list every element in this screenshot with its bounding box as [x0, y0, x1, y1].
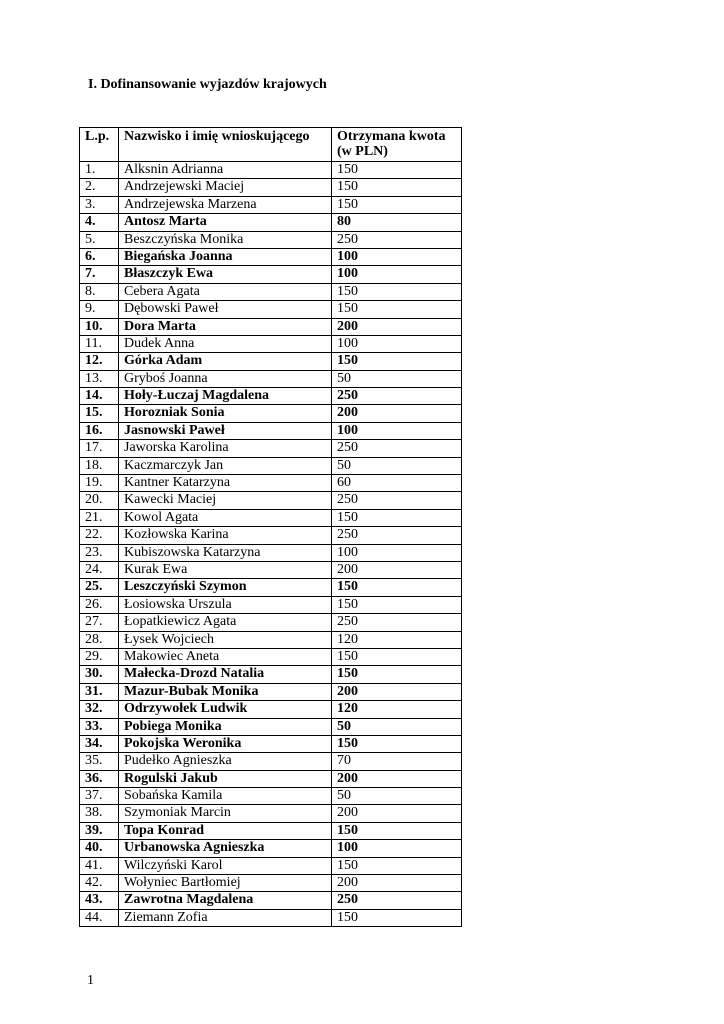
cell-amount: 200 — [332, 318, 462, 335]
cell-amount: 150 — [332, 666, 462, 683]
cell-name: Mazur-Bubak Monika — [119, 683, 332, 700]
cell-lp: 18. — [80, 457, 119, 474]
table-row — [80, 631, 462, 648]
cell-name: Odrzywołek Ludwik — [119, 701, 332, 718]
cell-amount: 250 — [332, 492, 462, 509]
cell-amount: 120 — [332, 631, 462, 648]
cell-name: Dudek Anna — [119, 335, 332, 352]
table-row — [80, 214, 462, 231]
table-row — [80, 179, 462, 196]
cell-name: Małecka-Drozd Natalia — [119, 666, 332, 683]
cell-name: Pudełko Agnieszka — [119, 753, 332, 770]
table-row — [80, 596, 462, 613]
cell-name: Kaczmarczyk Jan — [119, 457, 332, 474]
cell-amount: 100 — [332, 544, 462, 561]
cell-amount: 150 — [332, 283, 462, 300]
table-row — [80, 492, 462, 509]
cell-amount: 100 — [332, 422, 462, 439]
cell-amount: 150 — [332, 596, 462, 613]
cell-lp: 13. — [80, 370, 119, 387]
cell-name: Andrzejewska Marzena — [119, 196, 332, 213]
cell-lp: 36. — [80, 770, 119, 787]
cell-lp: 15. — [80, 405, 119, 422]
cell-name: Szymoniak Marcin — [119, 805, 332, 822]
cell-lp: 6. — [80, 248, 119, 265]
cell-amount: 250 — [332, 527, 462, 544]
table-row — [80, 318, 462, 335]
cell-lp: 23. — [80, 544, 119, 561]
table-row — [80, 753, 462, 770]
cell-amount: 150 — [332, 509, 462, 526]
cell-name: Ziemann Zofia — [119, 909, 332, 926]
cell-lp: 28. — [80, 631, 119, 648]
cell-name: Zawrotna Magdalena — [119, 892, 332, 909]
table-row — [80, 614, 462, 631]
cell-name: Łopatkiewicz Agata — [119, 614, 332, 631]
cell-lp: 40. — [80, 840, 119, 857]
cell-name: Wilczyński Karol — [119, 857, 332, 874]
cell-amount: 150 — [332, 353, 462, 370]
table-row — [80, 162, 462, 179]
section-heading: I. Dofinansowanie wyjazdów krajowych — [88, 77, 327, 92]
cell-amount: 60 — [332, 475, 462, 492]
cell-lp: 35. — [80, 753, 119, 770]
cell-lp: 43. — [80, 892, 119, 909]
cell-lp: 41. — [80, 857, 119, 874]
cell-amount: 250 — [332, 231, 462, 248]
table-row — [80, 822, 462, 839]
cell-amount: 150 — [332, 179, 462, 196]
table-row — [80, 909, 462, 926]
cell-lp: 24. — [80, 561, 119, 578]
table-row — [80, 666, 462, 683]
cell-amount: 200 — [332, 875, 462, 892]
page-number: 1 — [87, 973, 94, 988]
cell-lp: 34. — [80, 735, 119, 752]
cell-amount: 150 — [332, 648, 462, 665]
cell-name: Kawecki Maciej — [119, 492, 332, 509]
cell-amount: 80 — [332, 214, 462, 231]
cell-lp: 31. — [80, 683, 119, 700]
cell-name: Kantner Katarzyna — [119, 475, 332, 492]
table-row — [80, 196, 462, 213]
cell-amount: 50 — [332, 370, 462, 387]
cell-lp: 11. — [80, 335, 119, 352]
cell-name: Antosz Marta — [119, 214, 332, 231]
table-row — [80, 283, 462, 300]
cell-lp: 10. — [80, 318, 119, 335]
cell-name: Hoły-Łuczaj Magdalena — [119, 388, 332, 405]
table-row — [80, 301, 462, 318]
header-amount-line1: Otrzymana kwota — [337, 129, 446, 144]
table-row — [80, 335, 462, 352]
table-row — [80, 875, 462, 892]
cell-name: Horozniak Sonia — [119, 405, 332, 422]
table-row — [80, 805, 462, 822]
cell-lp: 42. — [80, 875, 119, 892]
cell-name: Rogulski Jakub — [119, 770, 332, 787]
cell-amount: 100 — [332, 840, 462, 857]
cell-amount: 200 — [332, 683, 462, 700]
cell-lp: 3. — [80, 196, 119, 213]
header-lp: L.p. — [80, 128, 119, 162]
cell-amount: 200 — [332, 561, 462, 578]
cell-name: Łysek Wojciech — [119, 631, 332, 648]
table-row — [80, 735, 462, 752]
cell-name: Beszczyńska Monika — [119, 231, 332, 248]
cell-amount: 120 — [332, 701, 462, 718]
cell-lp: 8. — [80, 283, 119, 300]
table-row — [80, 544, 462, 561]
cell-name: Kurak Ewa — [119, 561, 332, 578]
cell-name: Topa Konrad — [119, 822, 332, 839]
cell-name: Andrzejewski Maciej — [119, 179, 332, 196]
cell-name: Jasnowski Paweł — [119, 422, 332, 439]
cell-amount: 150 — [332, 822, 462, 839]
grants-table — [79, 127, 462, 927]
cell-name: Kowol Agata — [119, 509, 332, 526]
table-row — [80, 683, 462, 700]
table-row — [80, 788, 462, 805]
cell-amount: 100 — [332, 248, 462, 265]
cell-amount: 250 — [332, 614, 462, 631]
cell-name: Pokojska Weronika — [119, 735, 332, 752]
cell-amount: 50 — [332, 718, 462, 735]
table-body — [80, 162, 462, 927]
cell-lp: 32. — [80, 701, 119, 718]
cell-amount: 150 — [332, 301, 462, 318]
table-row — [80, 475, 462, 492]
header-amount — [332, 128, 462, 162]
table-row — [80, 231, 462, 248]
cell-lp: 26. — [80, 596, 119, 613]
cell-amount: 250 — [332, 440, 462, 457]
cell-name: Dębowski Paweł — [119, 301, 332, 318]
cell-lp: 38. — [80, 805, 119, 822]
cell-lp: 39. — [80, 822, 119, 839]
cell-name: Dora Marta — [119, 318, 332, 335]
cell-lp: 19. — [80, 475, 119, 492]
cell-name: Górka Adam — [119, 353, 332, 370]
table-row — [80, 579, 462, 596]
cell-lp: 30. — [80, 666, 119, 683]
cell-name: Pobiega Monika — [119, 718, 332, 735]
cell-name: Kozłowska Karina — [119, 527, 332, 544]
table-row — [80, 405, 462, 422]
cell-lp: 33. — [80, 718, 119, 735]
cell-lp: 12. — [80, 353, 119, 370]
cell-lp: 14. — [80, 388, 119, 405]
cell-name: Jaworska Karolina — [119, 440, 332, 457]
cell-amount: 100 — [332, 266, 462, 283]
cell-lp: 29. — [80, 648, 119, 665]
table-row — [80, 648, 462, 665]
table-row — [80, 857, 462, 874]
table-row — [80, 370, 462, 387]
table-row — [80, 701, 462, 718]
cell-lp: 4. — [80, 214, 119, 231]
header-amount-line2: (w PLN) — [337, 144, 388, 159]
cell-amount: 70 — [332, 753, 462, 770]
table-row — [80, 388, 462, 405]
table-row — [80, 509, 462, 526]
cell-lp: 5. — [80, 231, 119, 248]
cell-lp: 17. — [80, 440, 119, 457]
cell-amount: 150 — [332, 857, 462, 874]
table-row — [80, 353, 462, 370]
table-row — [80, 892, 462, 909]
table-header-row — [80, 128, 462, 162]
cell-amount: 150 — [332, 196, 462, 213]
cell-name: Makowiec Aneta — [119, 648, 332, 665]
header-name: Nazwisko i imię wnioskującego — [119, 128, 332, 162]
cell-name: Cebera Agata — [119, 283, 332, 300]
cell-lp: 25. — [80, 579, 119, 596]
cell-lp: 1. — [80, 162, 119, 179]
table-row — [80, 840, 462, 857]
cell-name: Kubiszowska Katarzyna — [119, 544, 332, 561]
table-row — [80, 718, 462, 735]
cell-amount: 150 — [332, 735, 462, 752]
cell-lp: 37. — [80, 788, 119, 805]
table-row — [80, 561, 462, 578]
cell-amount: 200 — [332, 770, 462, 787]
cell-lp: 9. — [80, 301, 119, 318]
cell-lp: 20. — [80, 492, 119, 509]
table-row — [80, 266, 462, 283]
cell-name: Wołyniec Bartłomiej — [119, 875, 332, 892]
cell-amount: 100 — [332, 335, 462, 352]
table-row — [80, 457, 462, 474]
cell-amount: 150 — [332, 162, 462, 179]
cell-lp: 22. — [80, 527, 119, 544]
cell-lp: 16. — [80, 422, 119, 439]
table-row — [80, 527, 462, 544]
cell-amount: 250 — [332, 892, 462, 909]
cell-amount: 200 — [332, 805, 462, 822]
cell-name: Urbanowska Agnieszka — [119, 840, 332, 857]
cell-lp: 27. — [80, 614, 119, 631]
cell-amount: 50 — [332, 457, 462, 474]
cell-name: Gryboś Joanna — [119, 370, 332, 387]
cell-name: Biegańska Joanna — [119, 248, 332, 265]
table-row — [80, 770, 462, 787]
cell-amount: 50 — [332, 788, 462, 805]
table-row — [80, 248, 462, 265]
cell-lp: 7. — [80, 266, 119, 283]
table-row — [80, 422, 462, 439]
cell-name: Leszczyński Szymon — [119, 579, 332, 596]
cell-name: Błaszczyk Ewa — [119, 266, 332, 283]
table-row — [80, 440, 462, 457]
cell-lp: 21. — [80, 509, 119, 526]
cell-amount: 150 — [332, 579, 462, 596]
cell-lp: 2. — [80, 179, 119, 196]
cell-amount: 150 — [332, 909, 462, 926]
cell-name: Alksnin Adrianna — [119, 162, 332, 179]
cell-amount: 250 — [332, 388, 462, 405]
cell-lp: 44. — [80, 909, 119, 926]
cell-amount: 200 — [332, 405, 462, 422]
cell-name: Łosiowska Urszula — [119, 596, 332, 613]
cell-name: Sobańska Kamila — [119, 788, 332, 805]
